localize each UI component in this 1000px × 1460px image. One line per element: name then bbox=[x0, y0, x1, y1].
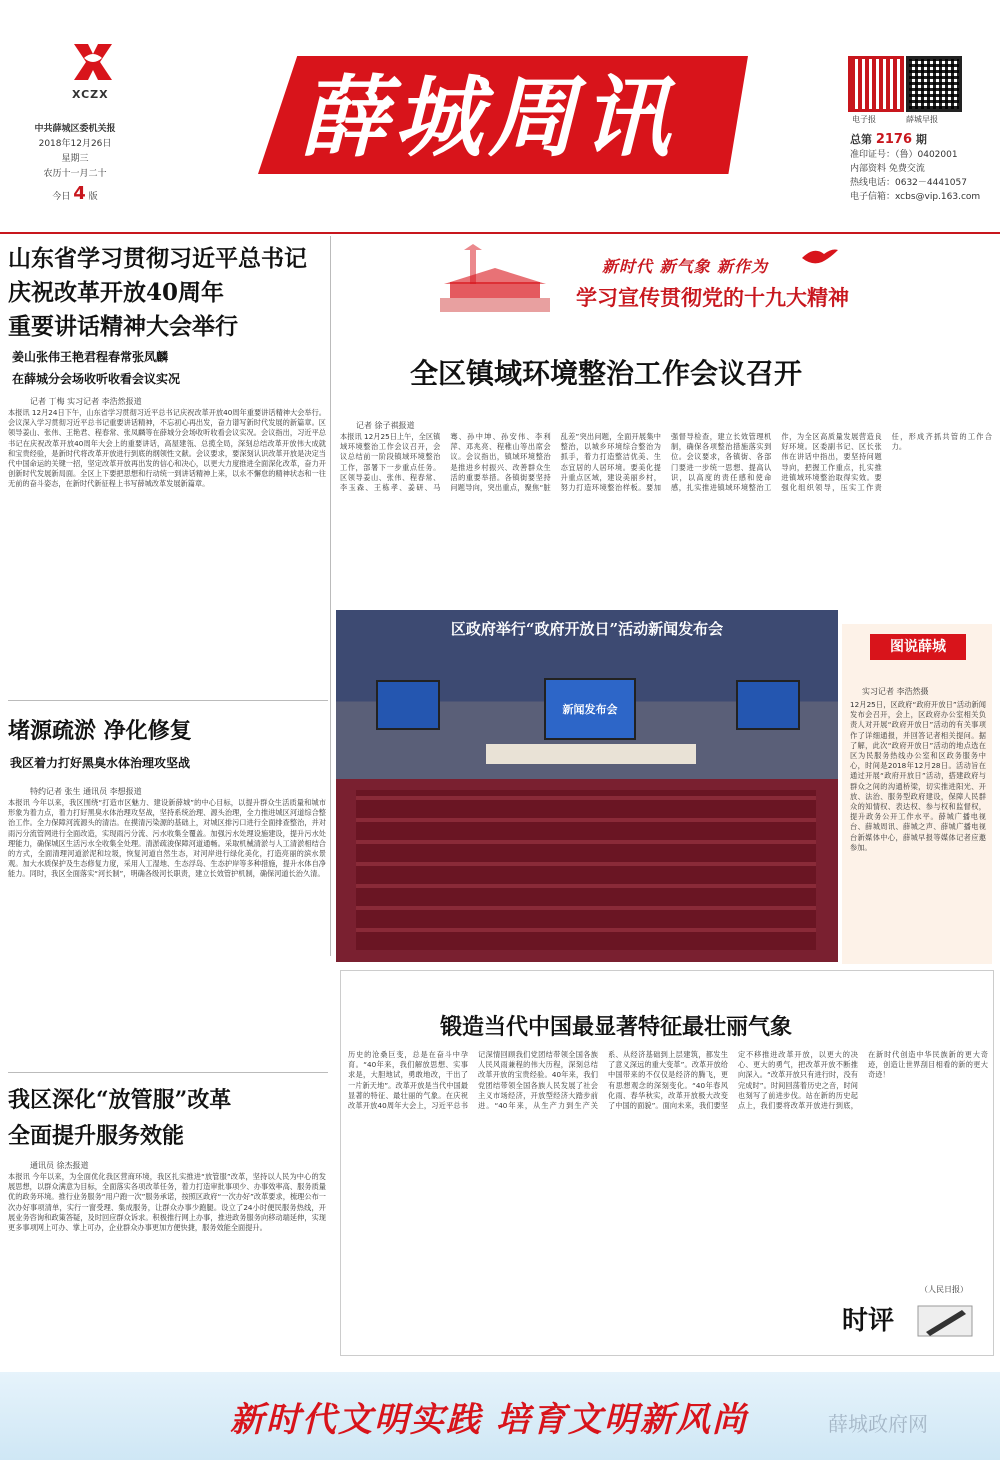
issue-date: 2018年12月26日 bbox=[38, 139, 112, 149]
story1-sub2: 在薛城分会场收听收看会议实况 bbox=[12, 372, 181, 386]
story1-headline-line1: 山东省学习贯彻习近平总书记 bbox=[8, 245, 307, 272]
qr-code-icon bbox=[848, 56, 904, 112]
story2-headline: 堵源疏淤 净化修复 bbox=[8, 718, 192, 744]
column-divider bbox=[330, 236, 331, 956]
story3-body: 本报讯 今年以来，为全面优化我区营商环境，我区扎实推进“放管服”改革，坚持以人民为中心的发展思想，以群众满意为目标，全面落实各项改革任务，着力打造审批事项少、办事效率高、服务质量优的政务环境。推行业务服务“用户跑一次”服务承诺，按照区政府“一次办好”改革要求，梳理公布一次办好事项清单，实行一窗受理、集成服务，让群众办事少跑腿。设立了24小时便民服务热线，开展业务咨询和政策答疑，及时回应群众诉求。积极推行网上办事，推进政务服务向移动端延伸，实现更多事项网上可办、掌上可办，企业群众办事更加方便快捷，服务效能全面提升。 bbox=[8, 1172, 326, 1233]
qr-code-icon bbox=[906, 56, 962, 112]
press-conference-photo bbox=[336, 610, 838, 962]
story1-headline-line3: 重要讲话精神大会举行 bbox=[8, 313, 238, 340]
issue-unit: 期 bbox=[915, 133, 927, 146]
dove-icon bbox=[800, 244, 840, 270]
email: 电子信箱：xcbs@vip.163.com bbox=[850, 192, 981, 202]
masthead-divider bbox=[0, 232, 1000, 234]
side-byline: 实习记者 李浩然摄 bbox=[862, 687, 929, 696]
today-pages: 4 bbox=[73, 183, 86, 204]
story1-subheadline bbox=[12, 346, 180, 390]
story4-headline: 全区镇域环境整治工作会议召开 bbox=[410, 357, 803, 390]
divider bbox=[8, 700, 328, 701]
footer-banner bbox=[0, 1372, 1000, 1460]
photo-side-panel bbox=[842, 624, 992, 964]
photo-caption-title: 区政府举行“政府开放日”活动新闻发布会 bbox=[450, 620, 724, 638]
story2-byline: 特约记者 张生 通讯员 李想报道 bbox=[30, 787, 142, 796]
story2-subheadline: 我区着力打好黑臭水体治理攻坚战 bbox=[10, 756, 191, 770]
lunar-date: 农历十一月二十 bbox=[43, 169, 107, 179]
party-banner bbox=[420, 240, 960, 320]
audience-rows bbox=[356, 790, 816, 950]
qr2-label: 薛城早报 bbox=[906, 115, 938, 124]
watermark: 薛城政府网 bbox=[828, 1412, 928, 1436]
story1-sub1: 姜山张伟王艳君程春常张凤麟 bbox=[12, 350, 169, 364]
masthead-meta bbox=[0, 122, 150, 205]
story3-headline-line2: 全面提升服务效能 bbox=[8, 1123, 185, 1149]
banner-slogan-small: 新时代 新气象 新作为 bbox=[602, 257, 769, 276]
pages-unit: 版 bbox=[88, 192, 98, 202]
story3-byline: 通讯员 徐杰报道 bbox=[30, 1161, 89, 1170]
qr1-label: 电子报 bbox=[852, 115, 876, 124]
story2-body: 本报讯 今年以来，我区围绕“打造市区魅力、建设新薛城”的中心目标，以提升群众生活质量和城市形象为着力点，着力打好黑臭水体治理攻坚战，坚持系统治理、源头治理，全力推进城区河道综合整治工作。全力保障河流源头的清洁。在摸清污染源的基础上，对城区排污口进行全面排查整治，并对雨污分流管网进行全面改造，实现雨污分流、污水收集全覆盖。加强污水处理设施建设，提升污水处理能力，确保城区生活污水全收集全处理。清淤疏浚保障河道通畅。采取机械清淤与人工清淤相结合的方式，全面清理河道淤泥和垃圾，恢复河道自然生态，对河岸进行绿化美化，打造亮丽的滨水景观。加大水质保护及生态修复力度，采用人工湿地、生态浮岛、生态护岸等多种措施，提升水体自净能力。同时，我区全面落实“河长制”，明确各级河长职责，建立长效管护机制，确保河道长治久清。 bbox=[8, 798, 326, 879]
story1-headline-line2: 庆祝改革开放40周年 bbox=[8, 279, 225, 306]
screen-text: 新闻发布会 bbox=[562, 703, 618, 716]
screen-right bbox=[736, 680, 800, 730]
side-body: 12月25日，区政府“政府开放日”活动新闻发布会召开，会上，区政府办公室相关负责人对开展“政府开放日”活动的有关事项作了详细通报，并回答记者相关提问。据了解，此次“政府开放日”活动的地点选在区为民服务热线办公室和区政务服务中心，时间是2018年12月28日。活动旨在通过开展“政府开放日”活动，搭建政府与群众之间的沟通桥梁，切实推进阳光、开放、法治、服务型政府建设，保障人民群众的知情权、表达权、参与权和监督权，提升政务公开工作水平。薛城广播电视台、薛城周讯、薛城之声、薛城广播电视台新媒体中心，薛城早报等媒体记者应邀参加。 bbox=[850, 700, 986, 852]
story3-headline-line1: 我区深化“放管服”改革 bbox=[8, 1087, 232, 1113]
issue-info bbox=[850, 132, 990, 204]
issue-number bbox=[850, 132, 990, 148]
story1-headline bbox=[8, 242, 328, 344]
story4-body: 本报讯 12月25日上午，全区镇域环境整治工作会议召开，会议总结前一阶段镇域环境整治工作，部署下一步重点任务。区领导姜山、张伟、程春常、李玉森、王栋孝、姜研、马骞、孙中坤、孙安伟、李利萍、邓兆亮、程稚山等出席会议。会议指出，镇域环境整治是推进乡村振兴、改善群众生活的重要举措。各镇街要坚持问题导向，突出重点，聚焦“脏乱差”突出问题，全面开展集中整治，以城乡环境综合整治为抓手，着力打造整洁优美、生态宜居的人居环境。要美化提升重点区域，建设美丽乡村，努力打造环境整治样板。要加强督导检查，建立长效管理机制，确保各项整治措施落实到位。会议要求，各镇街、各部门要进一步统一思想、提高认识，以高度的责任感和使命感，扎实推进镇域环境整治工作，为全区高质量发展营造良好环境。区委副书记、区长张伟在讲话中指出，要坚持问题导向，把握工作重点，扎实推进镇域环境整治取得实效。要强化组织领导，压实工作责任，形成齐抓共管的工作合力。 bbox=[340, 432, 992, 493]
newspaper-title: 薛城周讯 bbox=[300, 65, 677, 169]
internal-note: 内部资料 免费交流 bbox=[850, 164, 925, 174]
pen-icon bbox=[912, 1302, 976, 1340]
banner-slogan-big: 学习宣传贯彻党的十九大精神 bbox=[576, 286, 849, 310]
story4-byline: 记者 徐子祺报道 bbox=[356, 421, 415, 430]
footer-slogan: 新时代文明实践 培育文明新风尚 bbox=[230, 1400, 748, 1440]
commentary-headline: 锻造当代中国最显著特征最壮丽气象 bbox=[440, 1014, 793, 1040]
commentary-source: （人民日报） bbox=[920, 1285, 968, 1294]
side-tag: 图说薛城 bbox=[870, 634, 966, 660]
commentary-body: 历史的沧桑巨变，总是在奋斗中孕育。“40年来，我们解放思想、实事求是，大胆地试，勇敢地改，干出了一片新天地”。改革开放是当代中国最显著的特征、最壮丽的气象。在庆祝改革开放40周年大会上，习近平总书记深情回顾我们党团结带领全国各族人民风雨兼程的伟大历程，深刻总结改革开放的宝贵经验。40年来，我们党团结带领全国各族人民发展了社会主义市场经济，开放型经济大踏步前进。“40年来，从生产力到生产关系、从经济基础到上层建筑，都发生了意义深远的重大变革”。改革开放给中国带来的不仅仅是经济的腾飞，更有思想观念的深刻变化。“40年春风化雨、春华秋实，改革开放极大改变了中国的面貌”。面向未来，我们要坚定不移推进改革开放，以更大的决心、更大的勇气，把改革开放不断推向深入。“改革开放只有进行时，没有完成时”。时间回荡着历史之音，时间也刻写了前进步伐。站在新的历史起点上，我们要将改革开放进行到底，在新时代创造中华民族新的更大奇迹，创造让世界刮目相看的新的更大奇迹！ bbox=[348, 1050, 988, 1111]
podium-table bbox=[486, 744, 696, 764]
page-count bbox=[0, 183, 150, 205]
divider bbox=[8, 1072, 328, 1073]
tiananmen-icon bbox=[430, 244, 560, 318]
story1-body: 本报讯 12月24日下午，山东省学习贯彻习近平总书记庆祝改革开放40周年重要讲话精神大会举行。会议深入学习贯彻习近平总书记重要讲话精神，不忘初心再出发，奋力谱写新时代发展的新篇章。区领导姜山、张伟、王艳君、程春常、张凤麟等在薛城分会场收听收看会议实况。会议指出，习近平总书记在庆祝改革开放40周年大会上的重要讲话，高屋建瓴、总揽全局，深刻总结改革开放伟大成就和宝贵经验，是新时代将改革开放进行到底的纲领性文献。会议要求，要深刻认识改革开放是决定当代中国命运的关键一招，坚定改革开放再出发的信心和决心，以更大力度推进全面深化改革，奋力开创新时代发展新局面。全区上下要把思想和行动统一到讲话精神上来，以永不懈怠的精神状态和一往无前的奋斗姿态，在新时代新征程上书写薛城改革发展新篇章。 bbox=[8, 408, 326, 489]
today-label: 今日 bbox=[52, 192, 71, 202]
commentary-tag-area bbox=[836, 1300, 986, 1344]
logo-text: XCZX bbox=[72, 88, 109, 101]
story1-byline: 记者 丁梅 实习记者 李浩然报道 bbox=[30, 397, 142, 406]
issue-label: 总第 bbox=[850, 133, 872, 146]
permit-number: 准印证号：（鲁）0402001 bbox=[850, 150, 958, 160]
story3-headline bbox=[8, 1082, 231, 1154]
publisher-label: 中共薛城区委机关报 bbox=[34, 124, 116, 134]
issue-weekday: 星期三 bbox=[61, 154, 89, 164]
xc-logo-icon bbox=[70, 40, 116, 84]
screen-left bbox=[376, 680, 440, 730]
hotline: 热线电话：0632－4441057 bbox=[850, 178, 967, 188]
commentary-tag: 时评 bbox=[842, 1306, 895, 1336]
issue-no: 2176 bbox=[875, 132, 913, 147]
screen-center bbox=[544, 678, 636, 740]
